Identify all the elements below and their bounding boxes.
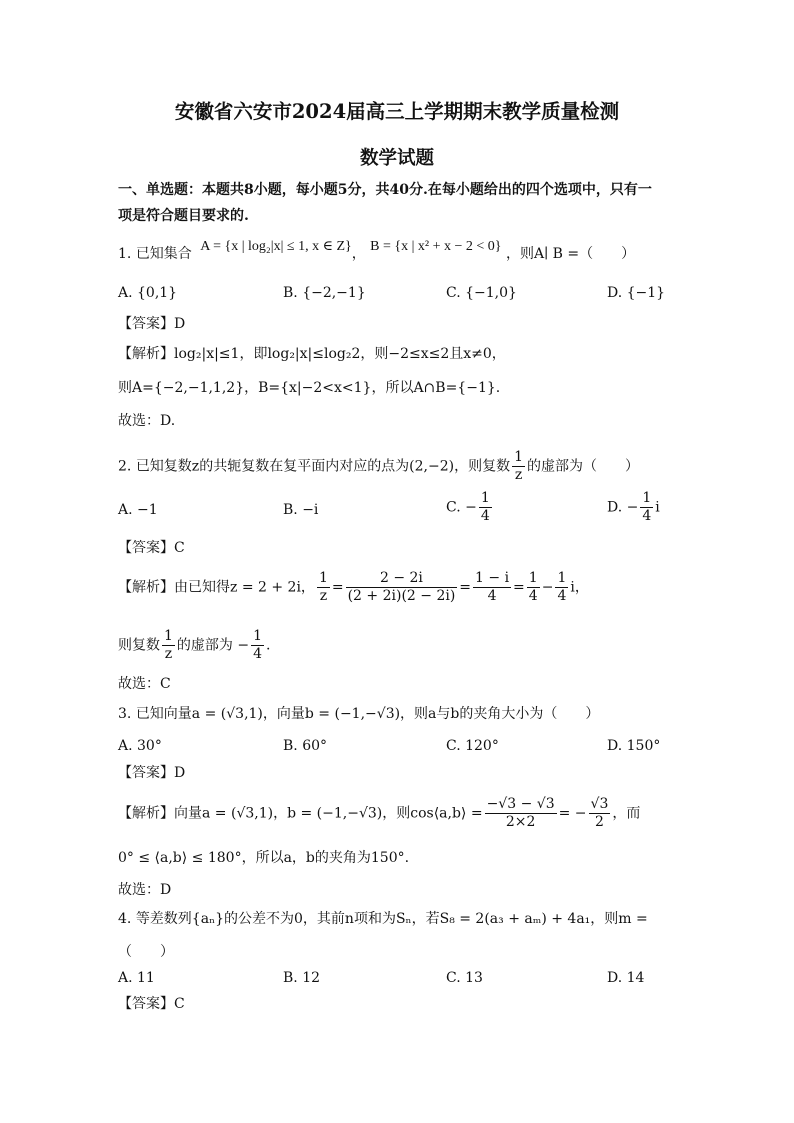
q2-eq-minus: − [541,579,554,596]
q3-frac-2 [589,796,611,831]
q4-option-b: B. 12 [283,970,321,986]
q3-option-b: B. 60° [283,738,328,754]
q1-stem-lead: 已知集合 [135,246,192,262]
document-subtitle: 数学试题 [359,148,434,169]
q2-analysis-2-b: 的虚部为 − [176,637,250,654]
q2-analysis-2-frac-1-num: 1 [164,628,173,644]
q2-analysis-2-frac-1-den: z [164,646,173,662]
q3-answer: 【答案】D [118,765,186,781]
q2-stem-frac-den: z [514,467,523,483]
document-title: 安徽省六安市2024届高三上学期期末教学质量检测 [174,100,620,123]
q2-eq-frac-1 [346,570,458,605]
section-heading: 一、单选题：本题共8小题，每小题5分，共40分.在每小题给出的四个选项中，只有一 [118,182,652,198]
q4-stem-cont: （ ） [118,944,174,960]
q2-eq-frac-3-num: 1 [528,570,538,586]
q2-eq-frac-1-num: 2 − 2i [346,570,458,588]
q2-eq-frac-2-num: 1 − i [475,570,510,586]
q4-number: 4. [118,911,132,927]
q2-option-c-den: 4 [480,508,490,524]
q2-analysis-2-a: 则复数 [118,637,160,654]
q2-stem-frac-num: 1 [514,449,524,465]
q3-frac-1 [485,796,557,831]
q1-option-d: D. {−1} [607,285,666,301]
q2-eq-frac-3-den: 4 [528,588,538,604]
q4-option-a: A. 11 [118,970,155,986]
q1-answer: 【答案】D [118,316,186,332]
q2-eq-frac-4-num: 1 [557,570,567,586]
q3-analysis-2: 0° ≤ ⟨a,b⟩ ≤ 180°，所以a，b的夹角为150°. [118,850,410,866]
q3-conclusion: 故选：D [118,882,172,898]
q3-frac-1-num: −√3 − √3 [486,796,555,812]
q1-option-a: A. {0,1} [118,285,178,301]
q2-eq-lhs [317,570,330,605]
q2-stem-b: 的虚部为（ ） [527,458,640,475]
q2-eq-sign-1: = [331,579,344,596]
q2-number: 2. [118,458,132,475]
q2-analysis-2-frac-2-num: 1 [253,628,263,644]
q1-number: 1. [118,246,132,262]
q3-stem-text: 已知向量a = (√3,1)，向量b = (−1,−√3)，则a与b的夹角大小为（ ） [135,706,600,722]
q3-option-a: A. 30° [118,738,162,754]
q3-analysis-1 [118,796,640,831]
q1-analysis-1: 【解析】log₂|x|≤1，即log₂|x|≤log₂2，则−2≤x≤2且x≠0， [118,346,506,362]
q2-eq-sign-2: = [459,579,472,596]
q2-stem-fraction [512,449,525,484]
q1-conclusion: 故选：D. [118,413,176,429]
q2-option-b: B. −i [283,502,319,518]
q2-analysis-2-frac-2-den: 4 [253,646,263,662]
q2-answer: 【答案】C [118,540,185,556]
q4-option-c: C. 13 [446,970,483,986]
q3-number: 3. [118,706,132,722]
q4-option-d: D. 14 [607,970,645,986]
q4-stem-text: 等差数列{aₙ}的公差不为0，其前n项和为Sₙ，若S₈ = 2(a₃ + aₘ) + 4a₁，则m = [135,911,648,927]
q4-answer: 【答案】C [118,996,185,1012]
q2-stem-a: 已知复数z的共轭复数在复平面内对应的点为(2,−2)，则复数 [135,458,511,475]
q1-analysis-2: 则A={−2,−1,1,2}，B={x|−2<x<1}，所以A∩B={−1}. [118,380,501,396]
q1-stem: 1. 已知集合 A = {x | log₂|x| ≤ 1, x ∈ Z}， B = {x | x² + x − 2 < 0} ，则A∣ B =（ ） [118,239,636,262]
q1-option-c: C. {−1,0} [446,285,517,301]
q2-analysis-label: 【解析】由已知得z = 2 + 2i， [118,579,315,596]
q2-analysis-2-frac-1 [162,628,175,663]
q2-analysis-2-frac-2 [251,628,264,663]
section-heading-cont: 项是符合题目要求的. [118,208,249,224]
q3-eq: = − [558,805,587,822]
q2-eq-sign-3: = [513,579,525,596]
q3-stem [118,704,599,724]
q2-analysis-2 [118,628,270,663]
q2-eq-lhs-num: 1 [318,570,328,586]
q2-option-c-label: C. − [446,499,477,516]
q2-eq-frac-2-den: 4 [487,588,497,604]
q2-analysis-1 [118,570,589,605]
q1-set-a: A = {x | log₂|x| ≤ 1, x ∈ Z} [200,239,352,254]
q2-option-d-label: D. − [607,499,639,516]
q3-analysis-a: 【解析】向量a = (√3,1)，b = (−1,−√3)，则cos⟨a,b⟩ = [118,805,483,822]
q2-option-c [446,490,494,525]
q3-analysis-tail: ，而 [612,805,641,822]
q2-option-d-num: 1 [642,490,652,506]
q2-conclusion: 故选：C [118,676,171,692]
q2-eq-frac-1-den: (2 + 2i)(2 − 2i) [347,588,456,604]
q2-eq-lhs-den: z [319,588,328,604]
q1-option-b: B. {−2,−1} [283,285,366,301]
q2-option-d-suffix: i [655,499,660,516]
q2-eq-i: i， [570,579,589,596]
q2-option-d-den: 4 [642,508,652,524]
q2-eq-frac-2 [473,570,511,605]
q2-option-d [607,490,660,525]
q1-set-b: B = {x | x² + x − 2 < 0} [370,239,502,254]
q2-eq-frac-3 [527,570,540,605]
q2-eq-frac-4 [555,570,568,605]
q2-option-c-num: 1 [480,490,490,506]
q3-frac-2-num: √3 [590,796,609,812]
q3-frac-1-den: 2×2 [505,814,536,830]
q2-option-a: A. −1 [118,502,158,518]
q1-stem-tail: ，则A∣ B =（ ） [505,246,636,262]
q3-option-d: D. 150° [607,738,661,754]
q2-analysis-2-end: . [266,637,271,654]
q3-option-c: C. 120° [446,738,499,754]
q4-stem [118,909,648,929]
q2-stem [118,449,639,484]
q2-option-d-fraction [640,490,653,525]
q2-eq-frac-4-den: 4 [557,588,567,604]
q2-option-c-fraction [479,490,492,525]
q3-frac-2-den: 2 [594,814,604,830]
